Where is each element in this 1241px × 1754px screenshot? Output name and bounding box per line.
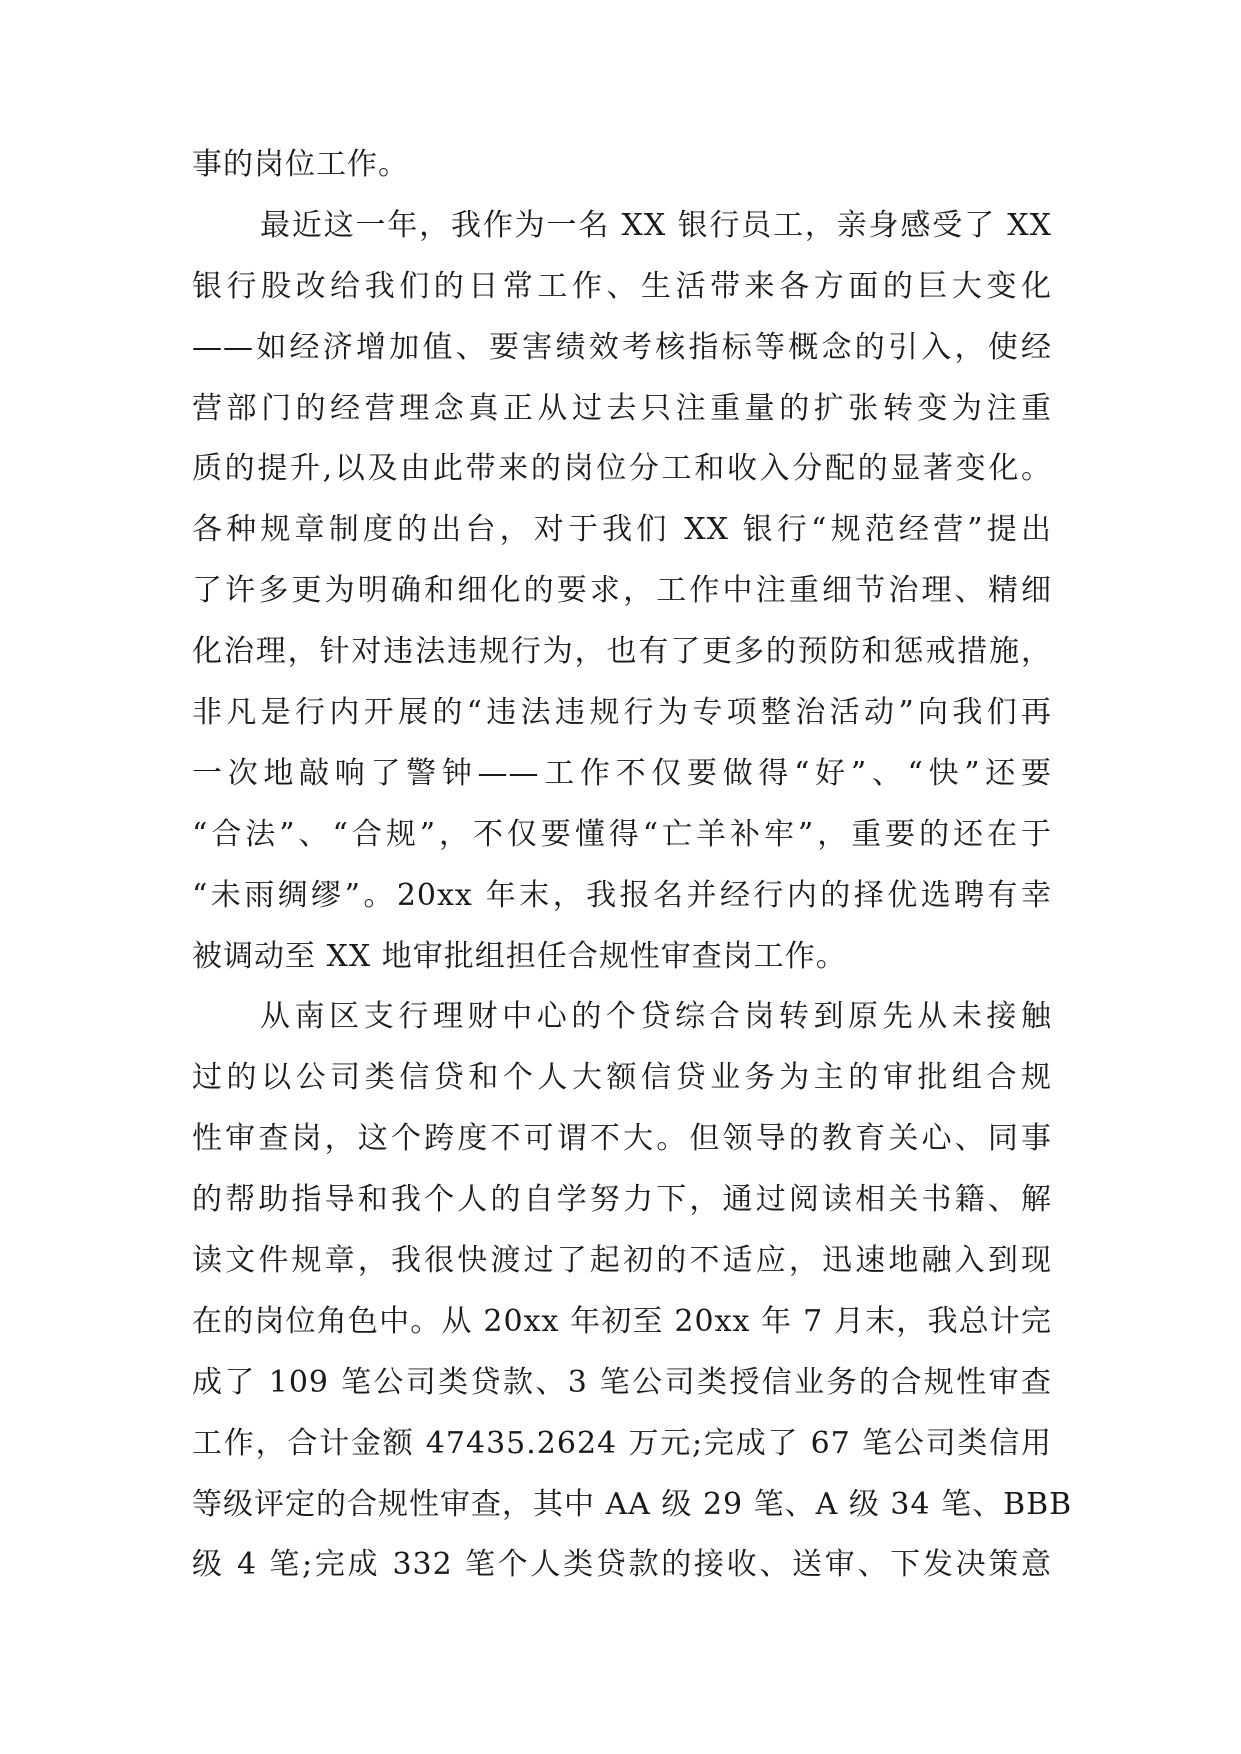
text-line: 各种规章制度的出台，对于我们 XX 银行“规范经营”提出	[192, 512, 1052, 548]
text-line: 事的岗位工作。	[192, 147, 409, 182]
text-line: 化治理，针对违法违规行为，也有了更多的预防和惩戒措施，	[192, 634, 1052, 670]
text-line: 等级评定的合规性审查，其中 AA 级 29 笔、A 级 34 笔、BBB	[192, 1486, 1073, 1522]
text-line: 性审查岗，这个跨度不可谓不大。但领导的教育关心、同事	[192, 1121, 1052, 1157]
text-line: “未雨绸缪”。20xx 年末，我报名并经行内的择优选聘有幸	[192, 877, 1052, 913]
text-line: 的帮助指导和我个人的自学努力下，通过阅读相关书籍、解	[192, 1182, 1052, 1218]
text-line: 成了 109 笔公司类贷款、3 笔公司类授信业务的合规性审查	[192, 1364, 1052, 1400]
paragraph-start-line: 从南区支行理财中心的个贷综合岗转到原先从未接触	[260, 999, 1052, 1035]
text-line: ——如经济增加值、要害绩效考核指标等概念的引入，使经	[192, 329, 1052, 365]
text-line: 工作，合计金额 47435.2624 万元;完成了 67 笔公司类信用	[192, 1425, 1052, 1461]
text-line: 了许多更为明确和细化的要求，工作中注重细节治理、精细	[192, 573, 1052, 609]
text-line: 被调动至 XX 地审批组担任合规性审查岗工作。	[192, 938, 847, 974]
text-line: 营部门的经营理念真正从过去只注重量的扩张转变为注重	[192, 390, 1052, 426]
text-line: 银行股改给我们的日常工作、生活带来各方面的巨大变化	[192, 268, 1052, 304]
text-line: 级 4 笔;完成 332 笔个人类贷款的接收、送审、下发决策意	[192, 1547, 1052, 1583]
text-line: 读文件规章，我很快渡过了起初的不适应，迅速地融入到现	[192, 1243, 1052, 1279]
text-line: 一次地敲响了警钟——工作不仅要做得“好”、“快”还要	[192, 755, 1052, 791]
text-line: 质的提升,以及由此带来的岗位分工和收入分配的显著变化。	[192, 451, 1052, 487]
text-line: 非凡是行内开展的“违法违规行为专项整治活动”向我们再	[192, 695, 1052, 731]
paragraph-start-line: 最近这一年，我作为一名 XX 银行员工，亲身感受了 XX	[260, 207, 1052, 243]
text-line: “合法”、“合规”，不仅要懂得“亡羊补牢”，重要的还在于	[192, 816, 1052, 852]
body-text	[192, 135, 1073, 1596]
text-line: 在的岗位角色中。从 20xx 年初至 20xx 年 7 月末，我总计完	[192, 1303, 1052, 1339]
text-line: 过的以公司类信贷和个人大额信贷业务为主的审批组合规	[192, 1060, 1052, 1096]
